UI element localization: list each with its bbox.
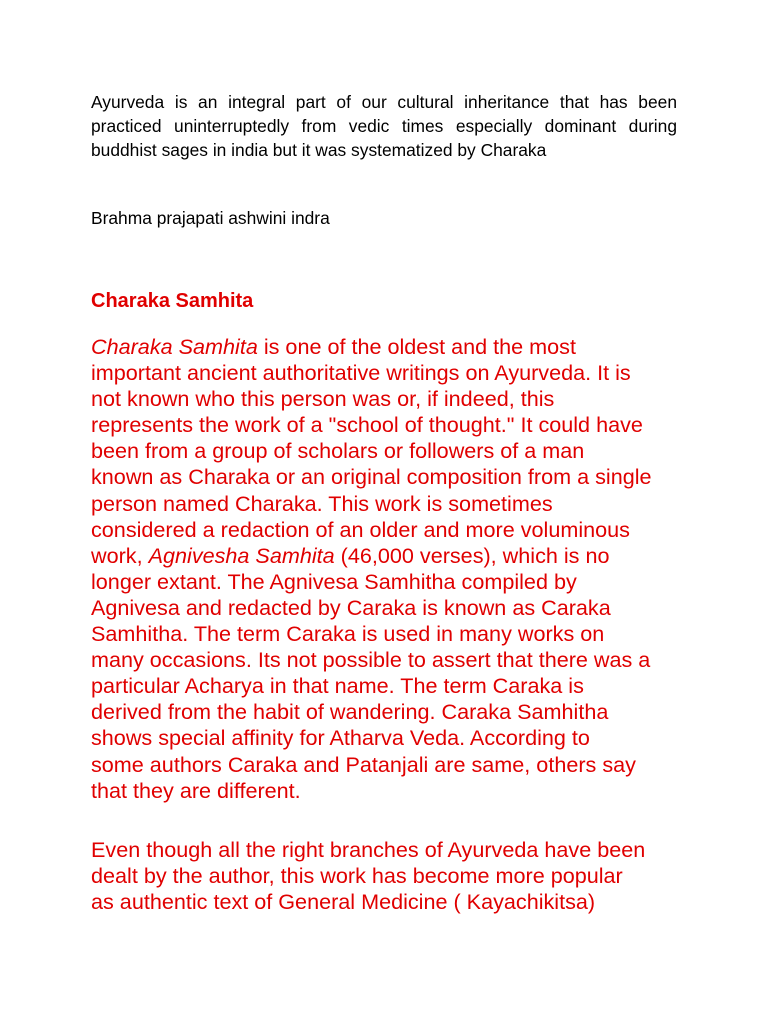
paragraph-line — [91, 543, 683, 569]
paragraph-line: represents the work of a "school of thought." It could have — [91, 412, 643, 438]
names-line: Brahma prajapati ashwini indra — [91, 208, 330, 228]
paragraph-line: some authors Caraka and Patanjali are same, others say — [91, 751, 636, 777]
italic-title: Agnivesha Samhita — [148, 542, 335, 568]
general-medicine-paragraph — [91, 837, 683, 915]
italic-title: Charaka Samhita — [91, 334, 258, 359]
paragraph-line: not known who this person was or, if indeed, this — [91, 386, 555, 412]
text-fragment: work, — [91, 542, 149, 568]
paragraph-line: Samhitha. The term Caraka is used in many works on — [91, 621, 605, 647]
paragraph-line: considered a redaction of an older and more voluminous — [91, 516, 630, 542]
paragraph-line: known as Charaka or an original composition from a single — [91, 464, 652, 490]
paragraph-line: many occasions. Its not possible to assert that there was a — [91, 647, 651, 673]
section-heading: Charaka Samhita — [91, 290, 254, 312]
paragraph-line: as authentic text of General Medicine ( Kayachikitsa) — [91, 889, 596, 915]
charaka-samhita-paragraph — [91, 334, 683, 804]
text-fragment: (46,000 verses), which is no — [334, 542, 610, 568]
paragraph-line: that they are different. — [91, 777, 301, 803]
paragraph-line: important ancient authoritative writings on Ayurveda. It is — [91, 360, 631, 386]
intro-paragraph: Ayurveda is an integral part of our cultural inheritance that has been practiced uninterruptedly from vedic times especially dominant during buddhist sages in india but it was systematized by Charaka — [91, 92, 677, 160]
paragraph-line: been from a group of scholars or followers of a man — [91, 438, 585, 464]
text-fragment: is one of the oldest and the most — [257, 334, 576, 359]
paragraph-line: Even though all the right branches of Ayurveda have been — [91, 837, 646, 862]
paragraph-line: Agnivesa and redacted by Caraka is known as Caraka — [91, 594, 611, 620]
paragraph-line — [91, 334, 683, 360]
paragraph-line: dealt by the author, this work has become more popular — [91, 863, 623, 889]
paragraph-line: derived from the habit of wandering. Caraka Samhitha — [91, 699, 609, 725]
paragraph-line: particular Acharya in that name. The term Caraka is — [91, 673, 584, 699]
paragraph-line: person named Charaka. This work is sometimes — [91, 490, 553, 516]
paragraph-line: longer extant. The Agnivesa Samhitha compiled by — [91, 568, 577, 594]
paragraph-line: shows special affinity for Atharva Veda. According to — [91, 725, 590, 751]
